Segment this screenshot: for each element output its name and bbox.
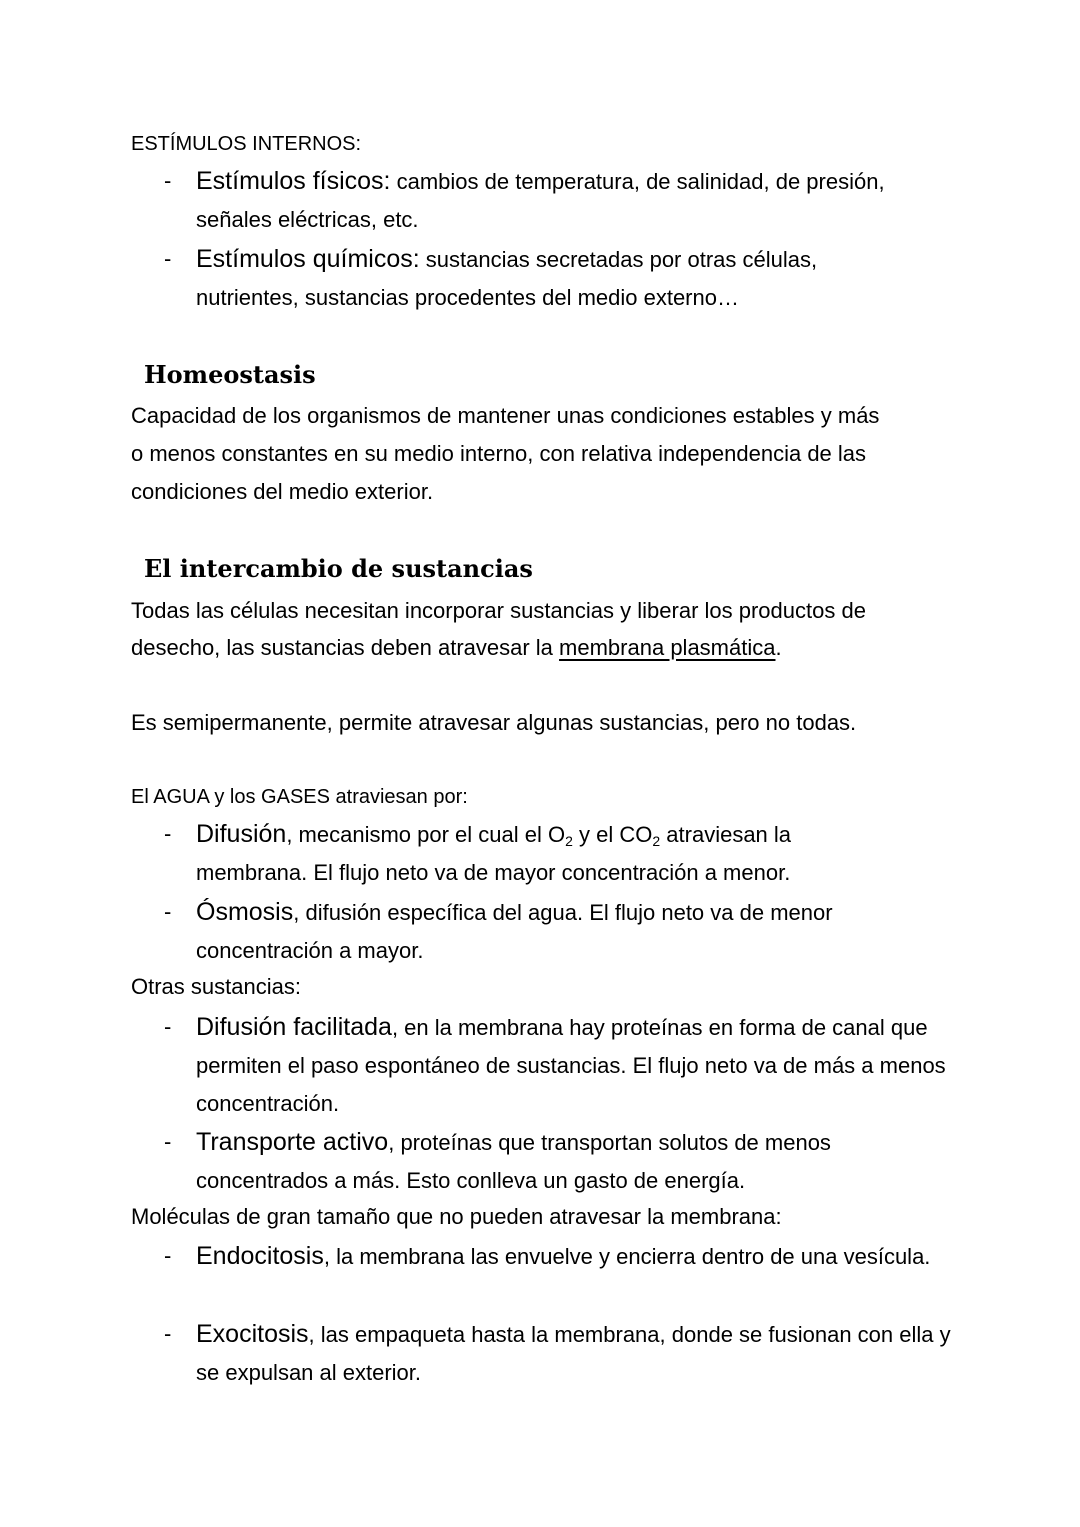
list-item-difusion [131,815,861,892]
subscript: 2 [652,833,661,849]
list-item-difusion-facilitada [131,1008,981,1123]
term: Ósmosis [196,898,294,926]
list-item-exocitosis [131,1315,971,1392]
description: cambios de temperatura, de salinidad, de presión, señales eléctricas, etc. [196,169,885,232]
homeostasis-line-3: condiciones del medio exterior. [131,479,434,504]
description: , la membrana las envuelve y encierra dentro de una vesícula. [323,1244,931,1269]
membrana-plasmatica-term: membrana plasmática [559,635,776,660]
subscript: 2 [565,833,573,849]
list-item-estimulos-fisicos [131,162,951,239]
term: Estímulos físicos: [196,167,391,195]
period: . [775,635,782,660]
estimulos-internos-heading: ESTÍMULOS INTERNOS: [131,133,362,155]
bullet-dash: - [164,1243,172,1268]
term: Estímulos químicos: [196,245,420,273]
term: Exocitosis [196,1320,309,1348]
intercambio-heading: El intercambio de sustancias [144,554,533,583]
intercambio-line-2 [131,629,782,667]
description-part: , mecanismo por el cual el O [286,822,566,847]
description: sustancias secretadas por otras células, nutrientes, sustancias procedentes del medio externo… [196,247,818,310]
intercambio-line-2-text: desecho, las sustancias deben atravesar la [131,635,560,660]
description: , las empaqueta hasta la membrana, donde se fusionan con ella y se expulsan al exterior. [196,1322,951,1385]
homeostasis-line-1: Capacidad de los organismos de mantener unas condiciones estables y más [131,403,880,428]
bullet-dash: - [164,1014,172,1039]
description: , difusión específica del agua. El flujo neto va de menor concentración a mayor. [196,900,833,963]
bullet-dash: - [164,246,172,271]
list-item-osmosis [131,893,931,970]
term: Endocitosis [196,1242,324,1270]
agua-gases-label: El AGUA y los GASES atraviesan por: [131,786,468,808]
description-part: atraviesan la membrana. El flujo neto va de mayor concentración a menor. [196,822,792,885]
homeostasis-line-2: o menos constantes en su medio interno, con relativa independencia de las [131,441,867,466]
otras-sustancias-label: Otras sustancias: [131,974,301,999]
list-item-estimulos-quimicos [131,240,871,317]
description-part: y el CO [572,822,653,847]
term: Difusión facilitada [196,1013,392,1041]
list-item-endocitosis [131,1237,931,1276]
bullet-dash: - [164,1321,172,1346]
bullet-dash: - [164,821,172,846]
list-item-transporte-activo [131,1123,921,1200]
homeostasis-heading: Homeostasis [144,360,316,389]
bullet-dash: - [164,168,172,193]
bullet-dash: - [164,1129,172,1154]
description: , en la membrana hay proteínas en forma de canal que permiten el paso espontáneo de sustancias. El flujo neto va de más a menos concentración. [196,1015,946,1116]
moleculas-grandes-label: Moléculas de gran tamaño que no pueden atravesar la membrana: [131,1204,782,1229]
description: , proteínas que transportan solutos de menos concentrados a más. Esto conlleva un gasto de energía. [196,1130,831,1193]
semipermeable-sentence: Es semipermanente, permite atravesar algunas sustancias, pero no todas. [131,710,857,735]
intercambio-line-1: Todas las células necesitan incorporar sustancias y liberar los productos de [131,598,866,623]
term: Transporte activo [196,1128,389,1156]
bullet-dash: - [164,899,172,924]
term: Difusión [196,820,287,848]
